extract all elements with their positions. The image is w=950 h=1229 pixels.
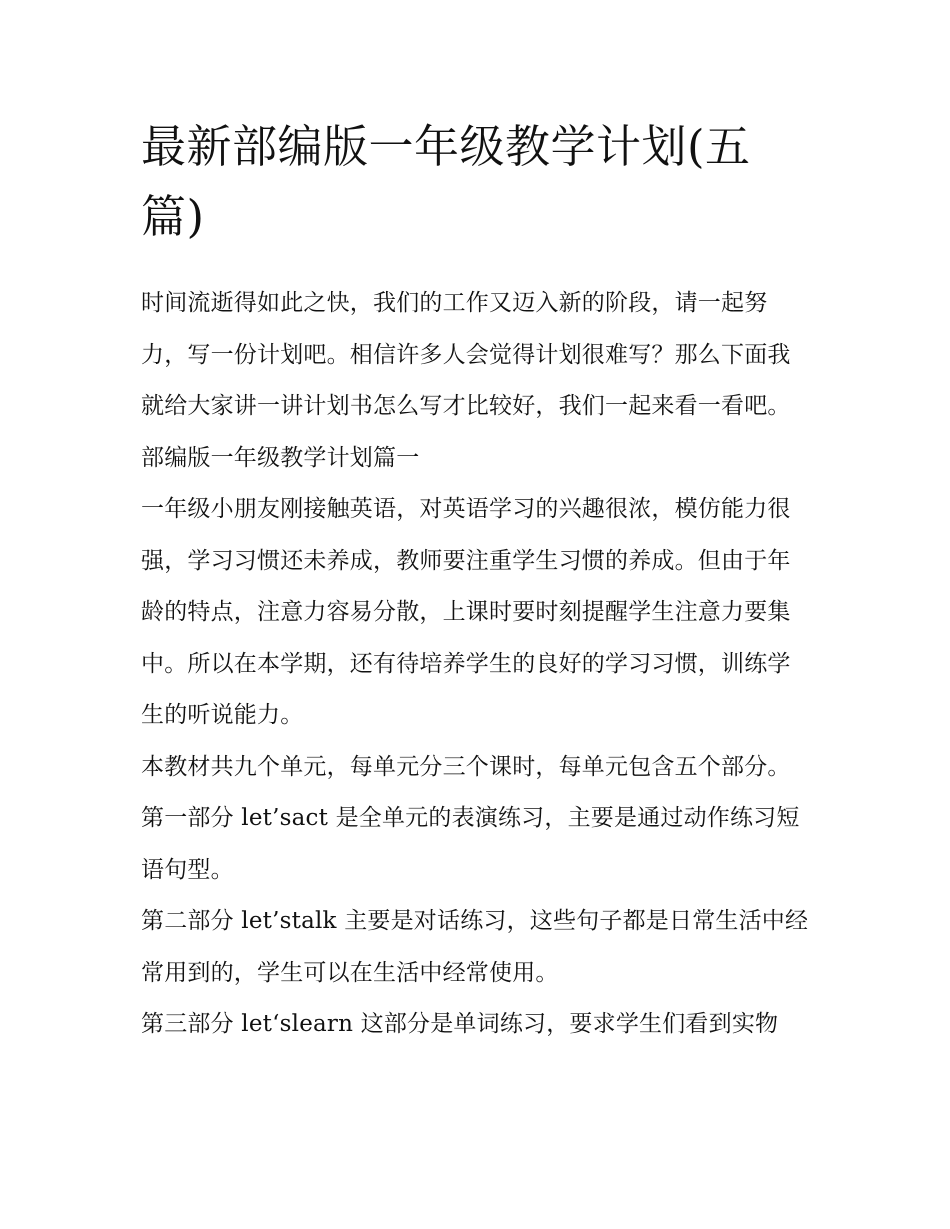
body-paragraph: 本教材共九个单元，每单元分三个课时，每单元包含五个部分。 第一部分 let’sact 是全单元的表演练习，主要是通过动作练习短语句型。 [141, 753, 800, 883]
document-title: 最新部编版一年级教学计划(五篇) [141, 120, 751, 243]
document-body [141, 112, 813, 1051]
body-paragraph: 一年级小朋友刚接触英语，对英语学习的兴趣很浓，模仿能力很强，学习习惯还未养成，教师要注重学生习惯的养成。但由于年龄的特点，注意力容易分散，上课时要时刻提醒学生注意力要集中。所以在本学期，还有待培养学生的良好的学习习惯，训练学生的听说能力。 [141, 496, 791, 728]
section-heading: 部编版一年级教学计划篇一 [141, 444, 420, 471]
body-paragraph: 第二部分 let’stalk 主要是对话练习，这些句子都是日常生活中经常用到的，学生可以在生活中经常使用。 [141, 908, 809, 986]
intro-paragraph: 时间流逝得如此之快，我们的工作又迈入新的阶段，请一起努力，写一份计划吧。相信许多人会觉得计划很难写？那么下面我就给大家讲一讲计划书怎么写才比较好，我们一起来看一看吧。 [141, 290, 791, 419]
body-paragraph: 第三部分 let‘slearn 这部分是单词练习，要求学生们看到实物 [141, 1011, 779, 1037]
